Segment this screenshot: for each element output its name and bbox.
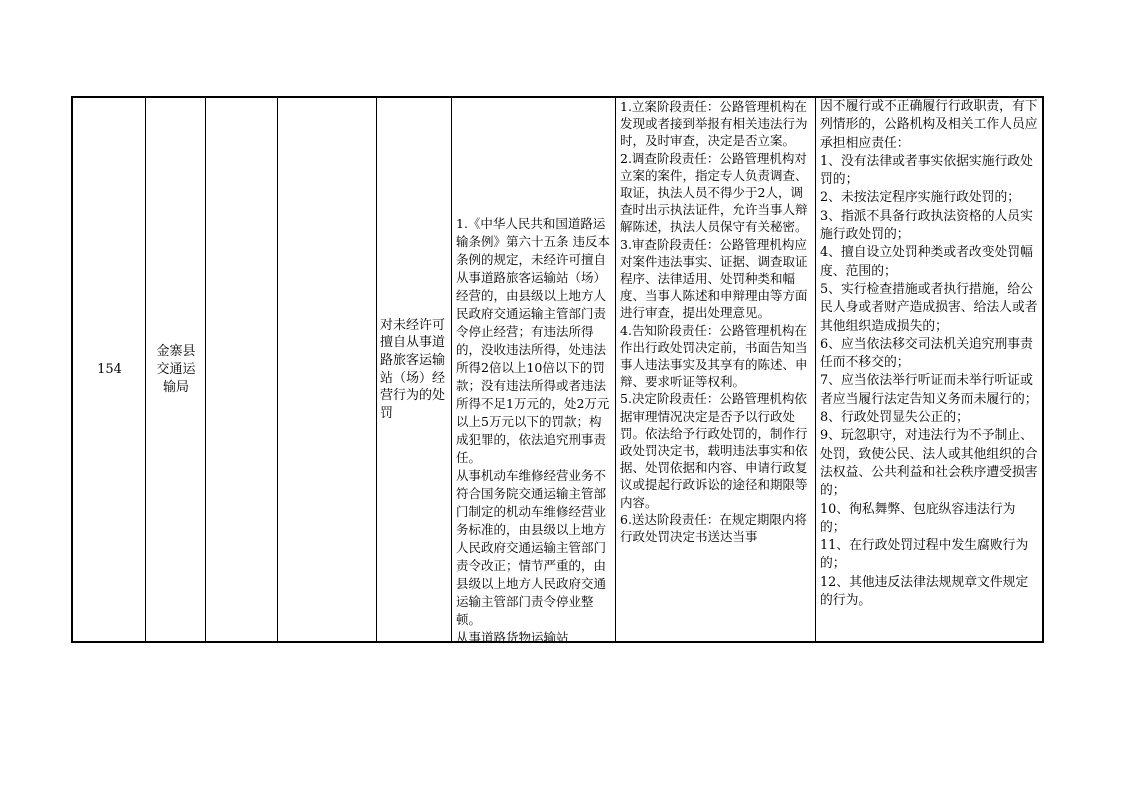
liability-paragraph: 11、在行政处罚过程中发生腐败行为的；	[820, 538, 1029, 572]
item-name: 对未经许可擅自从事道路旅客运输站（场）经营行为的处罚	[380, 317, 446, 421]
liability-paragraph: 7、应当依法举行听证而未举行听证或者应当履行法定告知义务而未履行的；	[820, 373, 1038, 407]
responsibility-paragraph: 6.送达阶段责任：在规定期限内将行政处罚决定书送达当事	[620, 511, 807, 545]
responsibility-paragraph: 3.审查阶段责任：公路管理机构应对案件违法事实、证据、调查取证程序、法律适用、处罚种类和幅度、当事人陈述和申辩理由等方面进行审查，提出处理意见。	[620, 236, 808, 321]
liability-paragraph: 因不履行或不正确履行行政职责，有下列情形的，公路机构及相关工作人员应承担相应责任：	[820, 99, 1038, 151]
liability-paragraph: 12、其他违反法律法规规章文件规定的行为。	[820, 574, 1029, 609]
col-divider-3	[206, 96, 278, 643]
liability-paragraph: 1、没有法律或者事实依据实施行政处罚的；	[820, 153, 1033, 188]
legal-basis	[454, 215, 614, 647]
liability-paragraph: 2、未按法定程序实施行政处罚的；	[820, 190, 1021, 206]
responsibility-paragraph: 5.决定阶段责任：公路管理机构依据审理情况决定是否予以行政处罚。依法给予行政处罚的，制作行政处罚决定书，载明违法事实和依据、处罚依据和内容、申请行政复议或提起行政诉讼的途径和期限等内容。	[620, 391, 808, 510]
basis-paragraph: 从事机动车维修经营业务不符合国务院交通运输主管部门制定的机动车维修经营业务标准的，由县级以上地方人民政府交通运输主管部门责令改正；情节严重的，由县级以上地方人民政府交通运输主管部门责令停业整顿。	[456, 468, 607, 627]
liability-cell	[818, 98, 1042, 643]
liability-paragraph: 3、指派不具备行政执法资格的人员实施行政处罚的；	[820, 208, 1033, 243]
liability-paragraph: 8、行政处罚显失公正的；	[820, 410, 969, 426]
responsibility-paragraph: 1.立案阶段责任：公路管理机构在发现或者接到举报有相关违法行为时，及时审查，决定是否立案。	[620, 99, 808, 149]
row-number	[73, 96, 146, 643]
responsibility-cell	[618, 98, 814, 643]
department-line: 金寨县	[156, 343, 196, 359]
basis-paragraph: 从事道路货物运输站	[456, 630, 569, 645]
liability-paragraph: 4、擅自设立处罚种类或者改变处罚幅度、范围的；	[820, 245, 1033, 279]
liability-paragraph: 9、玩忽职守，对违法行为不予制止、处罚，致使公民、法人或其他组织的合法权益、公共利益和社会秩序遭受损害的；	[820, 428, 1038, 499]
basis-paragraph: 1.《中华人民共和国道路运输条例》第六十五条 违反本条例的规定，未经许可擅自从事道路旅客运输站（场）经营的，由县级以上地方人民政府交通运输主管部门责令停止经营；有违法所得的，没收违法所得，处违法所得2倍以上10倍以下的罚款；没有违法所得或者违法所得不足1万元的，处2万元以上5万元以下的罚款；构成犯罪的，依法追究刑事责任。	[456, 216, 610, 465]
liability-paragraph: 10、徇私舞弊、包庇纵容违法行为的；	[820, 501, 1016, 535]
responsibility-paragraph: 2.调查阶段责任：公路管理机构对立案的案件，指定专人负责调查、取证，执法人员不得少于2人，调查时出示执法证件，允许当事人辩解陈述，执法人员保守有关秘密。	[620, 150, 808, 235]
row-number-text: 154	[97, 362, 122, 377]
col-divider-4	[278, 96, 377, 643]
liability-paragraph: 6、应当依法移交司法机关追究刑事责任而不移交的；	[820, 336, 1033, 371]
department-line: 输局	[162, 379, 189, 395]
department-line: 交通运	[156, 361, 196, 377]
liability-paragraph: 5、实行检查措施或者执行措施，给公民人身或者财产造成损害、给法人或者其他组织造成损失的；	[820, 281, 1038, 334]
item-name-cell	[377, 96, 452, 643]
department-cell	[146, 96, 206, 643]
responsibility-paragraph: 4.告知阶段责任：公路管理机构在作出行政处罚决定前，书面告知当事人违法事实及其享有的陈述、申辩、要求听证等权利。	[620, 322, 808, 390]
